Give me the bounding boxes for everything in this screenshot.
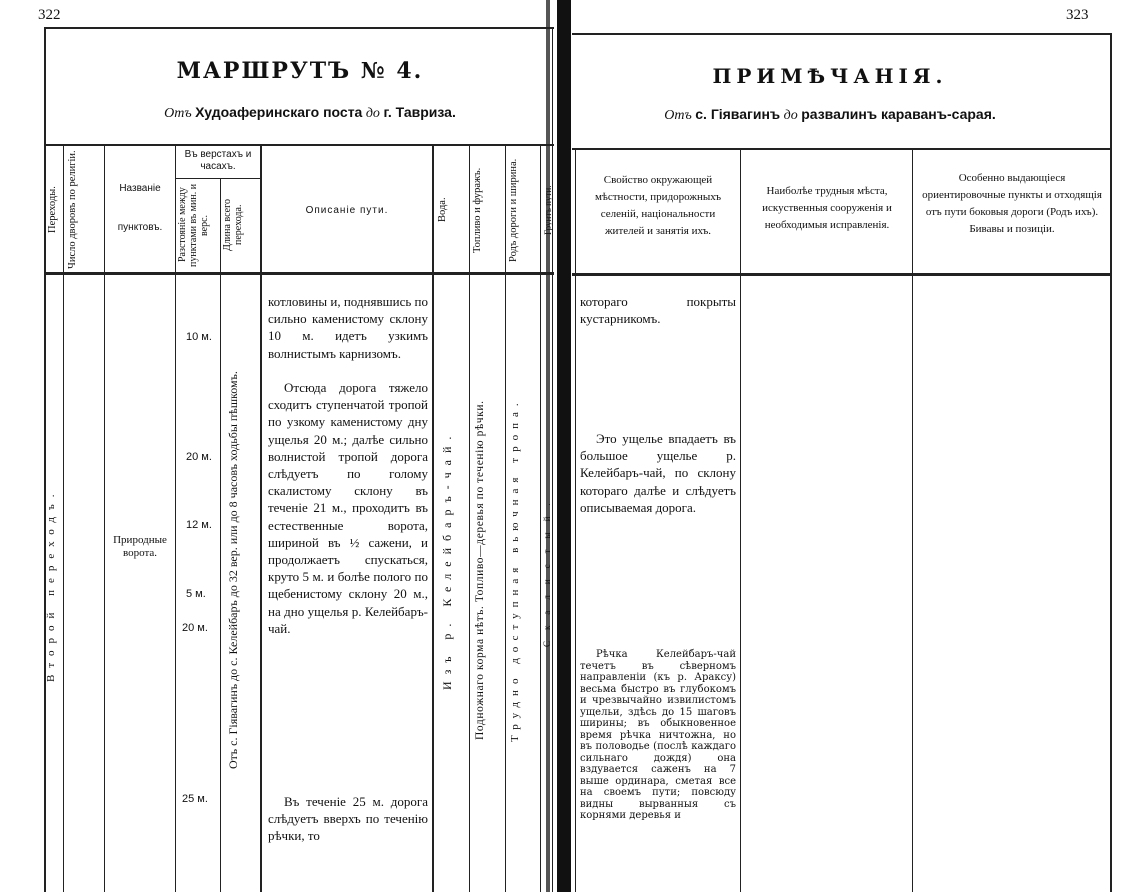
book-spine: [557, 0, 571, 892]
left-inner-line: [552, 27, 553, 892]
subtitle-origin: с. Гіявагинъ: [695, 106, 781, 122]
voda-vertical: Изъ р. Келейбаръ-чай.: [440, 429, 454, 691]
col-line: [432, 145, 434, 892]
subtitle-prefix: Отъ: [664, 108, 692, 123]
perehod-label: Второй переходъ.: [45, 487, 57, 683]
subtitle-destination: развалинъ караванъ-сарая.: [801, 106, 996, 122]
col-line: [63, 145, 64, 892]
left-top-rule: [44, 27, 554, 29]
left-body-rule: [44, 272, 554, 275]
distance-value: 5 м.: [186, 588, 206, 600]
route-subtitle: [110, 104, 510, 122]
distance-value: 20 м.: [182, 622, 208, 634]
header-rasstoyanie: Разстояніе между пунктами въ мин. и верс.: [177, 183, 210, 267]
route-description-p1: котловины и, поднявшись по сильно каменистому склону 10 м. идетъ узкимъ волнистымъ карнизомъ.: [268, 294, 428, 361]
col-line: [220, 178, 221, 892]
page-number-right: 323: [1066, 7, 1089, 23]
subheader-rule: [175, 178, 261, 179]
col-line: [540, 145, 541, 892]
route-description-p3: Въ теченіе 25 м. дорога слѣдуетъ вверхъ по теченію рѣчки, то: [268, 794, 428, 844]
page-number-left: 322: [38, 7, 61, 23]
header-grunt: Грунтъ пути.: [543, 185, 553, 235]
header-dlina: Длина всего перехода.: [222, 199, 244, 251]
note-3: Рѣчка Келейбаръ-чай течетъ въ сѣверномъ направленіи (къ р. Араксу) весьма быстро въ глубокомъ и чрезвычайно извилистомъ ущельи, здѣсь до 15 шаговъ ширины; въ обыкновенное время рѣчка ничтожна, но въ половодье (послѣ каждаго сильнаго дождя) она вздувается саженъ на 7 выше ординара, сметая все на своемъ пути; повсюду видны вырванныя съ корнями деревья и: [580, 649, 736, 821]
note-2: Это ущелье впадаетъ въ большое ущелье р. Келейбаръ-чай, по склону котораго далѣе и слѣдуетъ описываемая дорога.: [580, 431, 736, 515]
grunt-vertical: Скалистый.: [542, 492, 552, 648]
notes-header-col1: Свойство окружающей мѣстности, придорожныхъ селеній, національности жителей и занятія ихъ.: [594, 174, 722, 237]
subtitle-destination: г. Тавриза.: [383, 104, 456, 120]
header-opisanie: Описаніе пути.: [305, 205, 389, 216]
header-voda: Вода.: [437, 197, 448, 223]
right-body-rule: [572, 273, 1112, 276]
col-line: [505, 145, 506, 892]
right-header-rule: [572, 148, 1112, 150]
header-rod-dorogi: Родъ дороги и ширина.: [508, 158, 519, 262]
notes-header-col3: Особенно выдающіеся ориентировочные пункты и отходящія отъ пути боковыя дороги (Родъ ихъ). Бивавы и позиціи.: [922, 172, 1102, 235]
header-toplivo: Топливо и фуражъ.: [472, 167, 483, 253]
header-nazvanie-1: Названіе: [119, 183, 161, 194]
col-line: [175, 145, 176, 892]
header-v-verstah: Въ верстахъ и часахъ.: [184, 149, 252, 172]
route-title: МАРШРУТЪ № 4.: [176, 58, 424, 84]
right-col-line: [740, 149, 741, 892]
distance-value: 20 м.: [186, 451, 212, 463]
subtitle-mid: до: [365, 106, 380, 121]
header-nazvanie-2: пунктовъ.: [117, 222, 163, 233]
subtitle-prefix: Отъ: [164, 106, 192, 121]
note-1: котораго покрыты кустарникомъ.: [580, 294, 736, 327]
subtitle-mid: до: [783, 108, 798, 123]
dlina-perehoda: Отъ с. Гіявагинъ до с. Келейбаръ до 32 вер. или до 8 часовъ ходьбы пѣшкомъ.: [226, 371, 240, 769]
punkt-name: Природные ворота.: [113, 534, 167, 559]
right-col-line: [912, 149, 913, 892]
left-header-rule: [44, 144, 554, 146]
rod-dorogi-vertical: Трудно доступная вьючная тропа.: [509, 397, 521, 743]
distance-value: 10 м.: [186, 331, 212, 343]
distance-value: 12 м.: [186, 519, 212, 531]
notes-header-col2: Наиболѣе трудныя мѣста, искуственныя сооруженія и необходимыя исправленія.: [762, 185, 892, 231]
notes-title: ПРИМѢЧАНІЯ.: [712, 64, 948, 88]
col-line: [104, 145, 105, 892]
distance-value: 25 м.: [182, 793, 208, 805]
right-col-line: [575, 149, 576, 892]
route-description-p2: Отсюда дорога тяжело сходитъ ступенчатой тропой по узкому каменистому дну ущелья 20 м.; далѣе сильно волнистой тропой дорога слѣдуетъ по голому скалистому склону въ теченіе 21 м., проходитъ въ естественные ворота, шириной въ ½ сажени, и продолжаетъ спускаться, круто 5 м. и болѣе полого по щебенистому склону 20 м., на дно ущелья р. Келейбаръ-чай.: [268, 380, 428, 636]
header-perehody: Переходы.: [47, 186, 58, 234]
col-line: [469, 145, 470, 892]
notes-subtitle: [630, 106, 1030, 124]
right-top-rule: [572, 33, 1112, 35]
toplivo-vertical: Подножнаго корма нѣтъ. Топливо—деревья по теченію рѣчки.: [474, 400, 486, 740]
header-dvorov: Число дворовъ по религіи.: [67, 150, 78, 270]
subtitle-origin: Худоаферинскаго поста: [195, 104, 363, 120]
right-outer-line: [1110, 33, 1112, 892]
col-line: [260, 145, 262, 892]
